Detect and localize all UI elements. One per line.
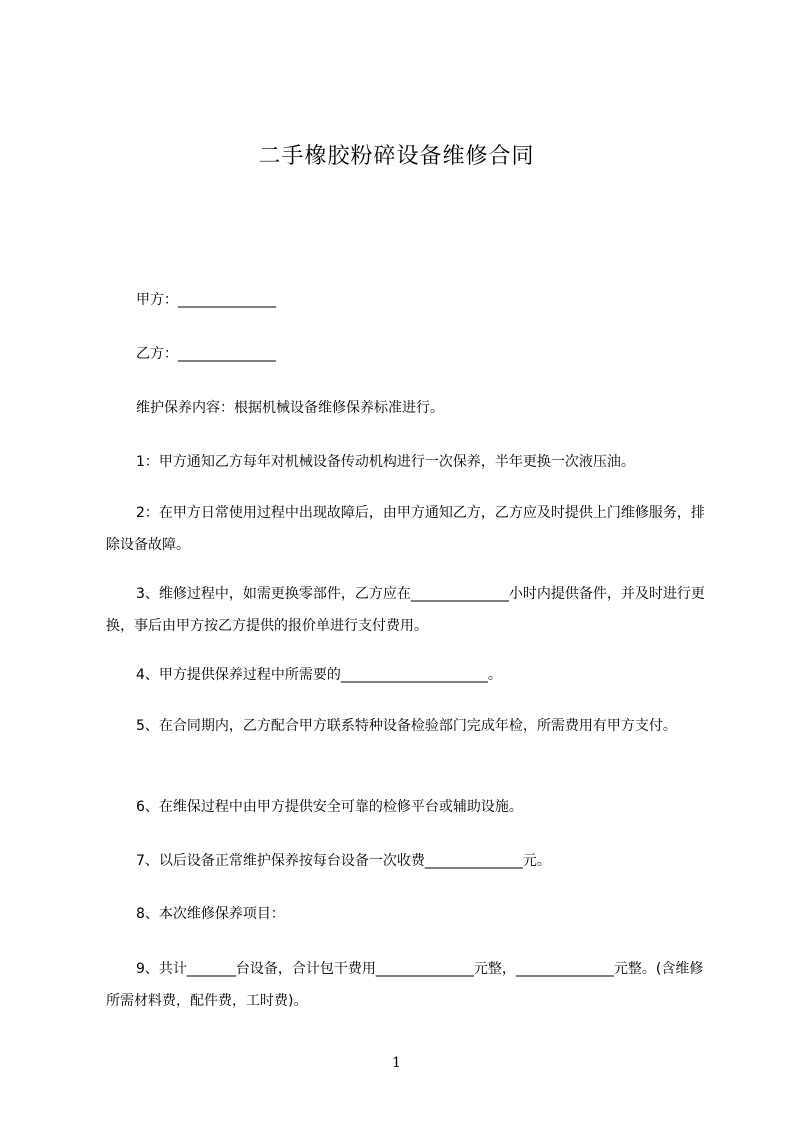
- clause-9: 9、共计_______台设备，合计包干费用______________元整，______________元整。(含维修所需材料费，配件费，工时费)。: [106, 961, 704, 1009]
- document-title: 二手橡胶粉碎设备维修合同: [258, 144, 535, 169]
- clause-3: 3、维修过程中，如需更换零部件，乙方应在______________小时内提供备件，并及时进行更换，事后由甲方按乙方提供的报价单进行支付费用。: [106, 586, 705, 634]
- clause-2: 2：在甲方日常使用过程中出现故障后，由甲方通知乙方，乙方应及时提供上门维修服务，排除设备故障。: [106, 505, 705, 553]
- clause-7: 7、以后设备正常维护保养按每台设备一次收费______________元。: [136, 853, 551, 869]
- clause-1: 1：甲方通知乙方每年对机械设备传动机构进行一次保养，半年更换一次液压油。: [136, 454, 635, 470]
- page-number: 1: [392, 1055, 401, 1071]
- party-a-line: 甲方：______________: [136, 292, 276, 308]
- clause-5: 5、在合同期内，乙方配合甲方联系特种设备检验部门完成年检，所需费用有甲方支付。: [136, 718, 677, 734]
- party-b-line: 乙方：______________: [136, 346, 276, 362]
- maintenance-content: 维护保养内容：根据机械设备维修保养标准进行。: [136, 400, 444, 416]
- clause-6: 6、在维保过程中由甲方提供安全可靠的检修平台或辅助设施。: [136, 799, 523, 815]
- clause-4: 4、甲方提供保养过程中所需要的_____________________。: [136, 667, 502, 683]
- clause-8: 8、本次维修保养项目：: [136, 906, 285, 922]
